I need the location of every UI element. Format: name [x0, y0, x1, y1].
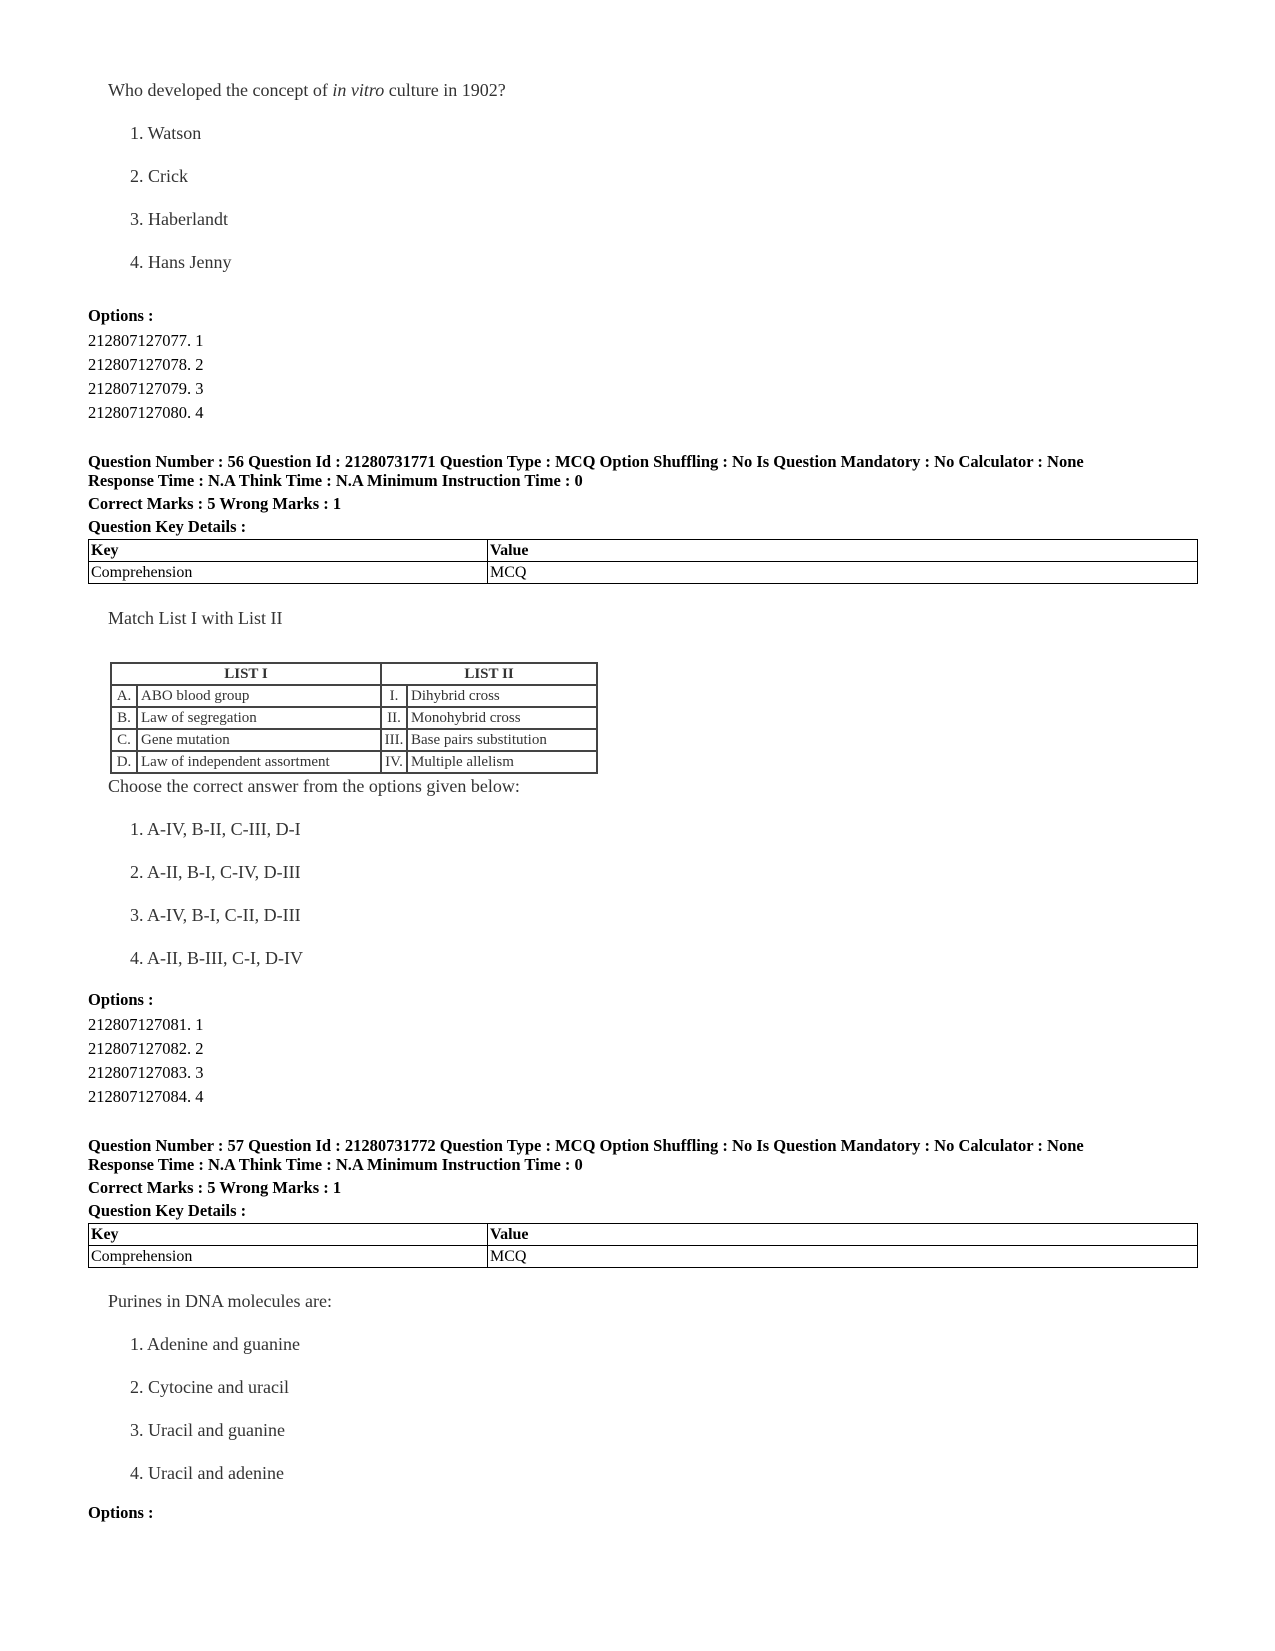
key-cell: Comprehension — [89, 1246, 488, 1268]
option-id: 212807127081. 1 — [88, 1015, 204, 1034]
key-header: Key — [89, 1224, 488, 1246]
list1-item: Law of segregation — [137, 707, 381, 729]
match-list-table — [110, 662, 598, 774]
answer-option: 3. Uracil and guanine — [130, 1420, 285, 1440]
option-id: 212807127079. 3 — [88, 379, 204, 398]
value-header: Value — [488, 540, 1198, 562]
match-row — [111, 685, 597, 707]
answer-option: 1. A-IV, B-II, C-III, D-I — [130, 819, 301, 839]
list1-header: LIST I — [111, 663, 381, 685]
option-id-list — [88, 329, 204, 425]
stem-italic-text: in vitro — [332, 80, 385, 100]
list1-letter: A. — [111, 685, 137, 707]
list2-item: Multiple allelism — [407, 751, 597, 773]
marks-line: Correct Marks : 5 Wrong Marks : 1 — [88, 494, 342, 513]
answer-option: 1. Watson — [130, 123, 202, 143]
stem-text: Who developed the concept of — [108, 80, 333, 100]
answer-option: 4. A-II, B-III, C-I, D-IV — [130, 948, 303, 968]
key-header: Key — [89, 540, 488, 562]
option-id: 212807127084. 4 — [88, 1087, 204, 1106]
question-meta-line1: Question Number : 56 Question Id : 21280731771 Question Type : MCQ Option Shuffling : No Is Question Mandatory : No Calculator : None — [88, 452, 1084, 471]
match-row — [111, 707, 597, 729]
answer-option: 2. Cytocine and uracil — [130, 1377, 289, 1397]
options-label: Options : — [88, 990, 154, 1009]
answer-option: 2. Crick — [130, 166, 188, 186]
answer-option: 3. Haberlandt — [130, 209, 228, 229]
answer-option: 4. Uracil and adenine — [130, 1463, 284, 1483]
list1-item: Law of independent assortment — [137, 751, 381, 773]
list2-numeral: II. — [381, 707, 407, 729]
option-id: 212807127077. 1 — [88, 331, 204, 350]
stem-text: culture in 1902? — [384, 80, 506, 100]
key-details-table — [88, 539, 1198, 584]
question-stem: Match List I with List II — [108, 608, 283, 628]
list1-item: ABO blood group — [137, 685, 381, 707]
list2-item: Monohybrid cross — [407, 707, 597, 729]
list1-letter: D. — [111, 751, 137, 773]
choose-instruction: Choose the correct answer from the options given below: — [108, 776, 520, 796]
list2-item: Base pairs substitution — [407, 729, 597, 751]
list1-letter: C. — [111, 729, 137, 751]
list2-numeral: I. — [381, 685, 407, 707]
question-stem: Purines in DNA molecules are: — [108, 1291, 332, 1311]
question-meta-line1: Question Number : 57 Question Id : 21280731772 Question Type : MCQ Option Shuffling : No Is Question Mandatory : No Calculator : None — [88, 1136, 1084, 1155]
option-id-list — [88, 1013, 204, 1109]
option-id: 212807127078. 2 — [88, 355, 204, 374]
option-id: 212807127082. 2 — [88, 1039, 204, 1058]
marks-line: Correct Marks : 5 Wrong Marks : 1 — [88, 1178, 342, 1197]
question-meta-line2: Response Time : N.A Think Time : N.A Minimum Instruction Time : 0 — [88, 471, 583, 490]
list1-letter: B. — [111, 707, 137, 729]
value-cell: MCQ — [488, 1246, 1198, 1268]
match-row — [111, 729, 597, 751]
list1-item: Gene mutation — [137, 729, 381, 751]
option-id: 212807127080. 4 — [88, 403, 204, 422]
key-cell: Comprehension — [89, 562, 488, 584]
list2-numeral: III. — [381, 729, 407, 751]
value-cell: MCQ — [488, 562, 1198, 584]
answer-option: 1. Adenine and guanine — [130, 1334, 300, 1354]
question-stem — [108, 80, 506, 101]
key-details-label: Question Key Details : — [88, 517, 247, 536]
options-label: Options : — [88, 306, 154, 325]
key-details-table — [88, 1223, 1198, 1268]
options-label: Options : — [88, 1503, 154, 1522]
answer-option: 2. A-II, B-I, C-IV, D-III — [130, 862, 301, 882]
option-id: 212807127083. 3 — [88, 1063, 204, 1082]
question-56-stem — [108, 608, 282, 629]
list2-header: LIST II — [381, 663, 597, 685]
question-57-image — [108, 1291, 708, 1491]
list2-item: Dihybrid cross — [407, 685, 597, 707]
question-55-image — [108, 80, 708, 280]
question-meta-line2: Response Time : N.A Think Time : N.A Minimum Instruction Time : 0 — [88, 1155, 583, 1174]
list2-numeral: IV. — [381, 751, 407, 773]
answer-option: 3. A-IV, B-I, C-II, D-III — [130, 905, 301, 925]
match-row — [111, 751, 597, 773]
key-details-label: Question Key Details : — [88, 1201, 247, 1220]
value-header: Value — [488, 1224, 1198, 1246]
answer-option: 4. Hans Jenny — [130, 252, 232, 272]
question-56-choices — [108, 776, 708, 976]
